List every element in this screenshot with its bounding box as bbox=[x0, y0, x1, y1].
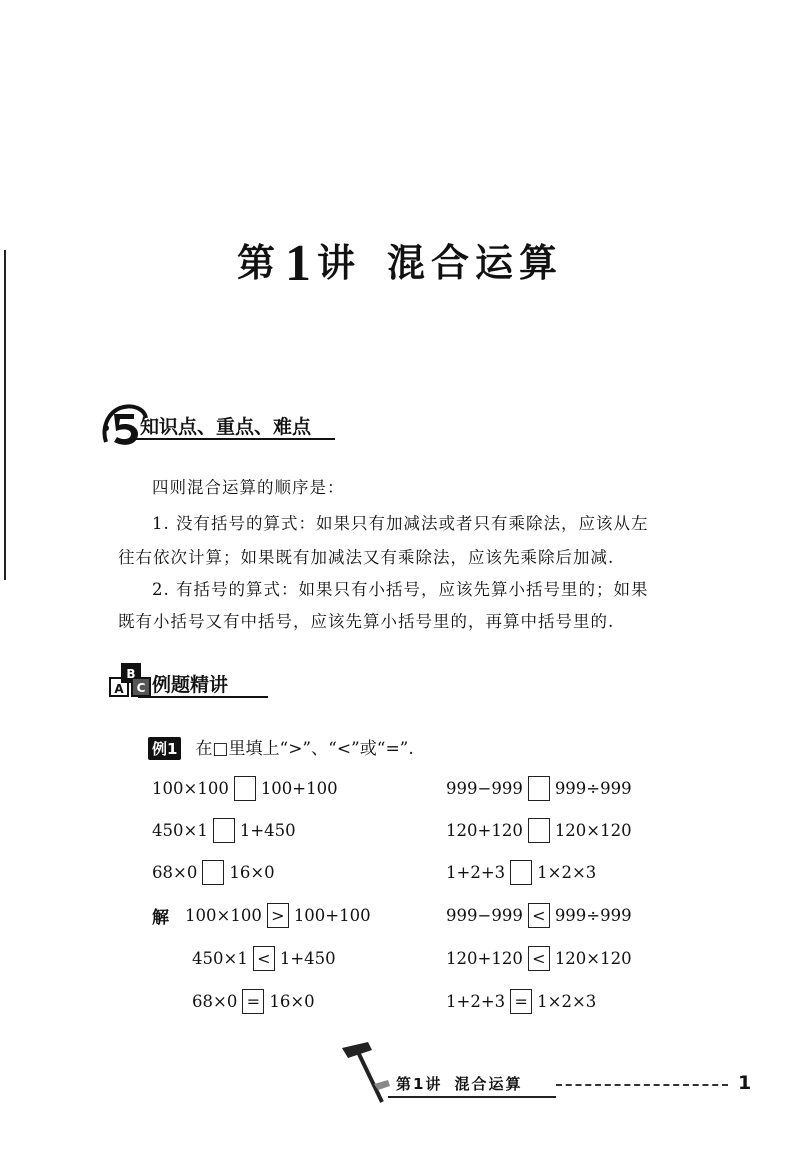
expr-left: 1+2+3 bbox=[446, 863, 506, 882]
expr-left: 999−999 bbox=[446, 906, 523, 925]
section-label-examples: 例题精讲 bbox=[152, 674, 229, 696]
svg-text:B: B bbox=[126, 667, 136, 681]
section-header-knowledge bbox=[100, 402, 340, 452]
footer-dashed-rule bbox=[556, 1084, 728, 1086]
example-badge: 例1 bbox=[148, 737, 181, 760]
footer-underline bbox=[388, 1096, 556, 1098]
expr-right: 16×0 bbox=[269, 992, 315, 1011]
solution-row bbox=[192, 946, 336, 971]
knowledge-rule-2-line-2: 既有小括号又有中括号，应该先算小括号里的，再算中括号里的. bbox=[118, 612, 615, 631]
svg-text:C: C bbox=[136, 681, 146, 695]
answer-box-filled: < bbox=[253, 946, 275, 971]
title-number: 1 bbox=[284, 235, 311, 292]
problem-row bbox=[152, 776, 338, 801]
section-underline bbox=[130, 438, 335, 440]
section-label-knowledge: 知识点、重点、难点 bbox=[140, 416, 312, 438]
problem-row bbox=[446, 818, 632, 843]
problem-row bbox=[446, 860, 596, 885]
solution-row bbox=[446, 946, 632, 971]
hammer-icon bbox=[338, 1040, 394, 1108]
answer-box[interactable] bbox=[510, 860, 532, 885]
footer-chapter: 第1讲 混合运算 bbox=[396, 1075, 523, 1093]
expr-right: 999÷999 bbox=[554, 906, 632, 925]
answer-box[interactable] bbox=[528, 776, 550, 801]
solution-row bbox=[152, 903, 371, 928]
expr-right: 16×0 bbox=[229, 863, 275, 882]
solution-label: 解 bbox=[152, 908, 169, 928]
left-margin-rule bbox=[4, 250, 6, 580]
expr-left: 100×100 bbox=[152, 779, 229, 798]
answer-box[interactable] bbox=[213, 818, 235, 843]
expr-right: 120×120 bbox=[554, 821, 632, 840]
expr-right: 999÷999 bbox=[554, 779, 632, 798]
expr-right: 100+100 bbox=[293, 906, 371, 925]
expr-left: 999−999 bbox=[446, 779, 523, 798]
example-1-prompt-line bbox=[148, 734, 414, 760]
answer-box-filled: = bbox=[242, 989, 264, 1014]
answer-box-filled: > bbox=[267, 903, 289, 928]
expr-right: 100+100 bbox=[260, 779, 338, 798]
example-prompt: 在□里填上“>”、“<”或“=”. bbox=[195, 739, 414, 759]
expr-left: 450×1 bbox=[192, 949, 248, 968]
svg-text:A: A bbox=[114, 682, 124, 696]
expr-right: 1+450 bbox=[239, 821, 296, 840]
section-header-examples bbox=[108, 660, 278, 710]
page-number: 1 bbox=[738, 1072, 752, 1094]
expr-left: 68×0 bbox=[152, 863, 198, 882]
answer-box-filled: = bbox=[510, 989, 532, 1014]
knowledge-rule-2-line-1: 2. 有括号的算式：如果只有小括号，应该先算小括号里的；如果 bbox=[152, 580, 649, 599]
expr-right: 1×2×3 bbox=[537, 863, 597, 882]
expr-left: 120+120 bbox=[446, 821, 523, 840]
answer-box[interactable] bbox=[234, 776, 256, 801]
expr-right: 1×2×3 bbox=[537, 992, 597, 1011]
solution-row bbox=[192, 989, 315, 1014]
problem-row bbox=[152, 860, 275, 885]
expr-left: 120+120 bbox=[446, 949, 523, 968]
problem-row bbox=[446, 776, 632, 801]
knowledge-rule-1-line-1: 1. 没有括号的算式：如果只有加减法或者只有乘除法，应该从左 bbox=[152, 514, 649, 533]
answer-box-filled: < bbox=[528, 946, 550, 971]
answer-box[interactable] bbox=[528, 818, 550, 843]
title-suffix: 讲 bbox=[316, 241, 361, 285]
problem-row bbox=[152, 818, 296, 843]
chapter-title bbox=[0, 232, 800, 293]
expr-left: 450×1 bbox=[152, 821, 208, 840]
knowledge-intro: 四则混合运算的顺序是： bbox=[152, 478, 345, 497]
knowledge-rule-1-line-2: 往右依次计算；如果既有加减法又有乘除法，应该先乘除后加减. bbox=[118, 548, 615, 567]
solution-row bbox=[446, 989, 596, 1014]
expr-right: 1+450 bbox=[279, 949, 336, 968]
expr-left: 1+2+3 bbox=[446, 992, 506, 1011]
title-topic: 混合运算 bbox=[387, 241, 564, 285]
title-prefix: 第 bbox=[236, 241, 281, 285]
answer-box[interactable] bbox=[202, 860, 224, 885]
section-underline bbox=[138, 696, 268, 698]
expr-right: 120×120 bbox=[554, 949, 632, 968]
expr-left: 100×100 bbox=[185, 906, 262, 925]
answer-box-filled: < bbox=[528, 903, 550, 928]
solution-row bbox=[446, 903, 632, 928]
expr-left: 68×0 bbox=[192, 992, 238, 1011]
